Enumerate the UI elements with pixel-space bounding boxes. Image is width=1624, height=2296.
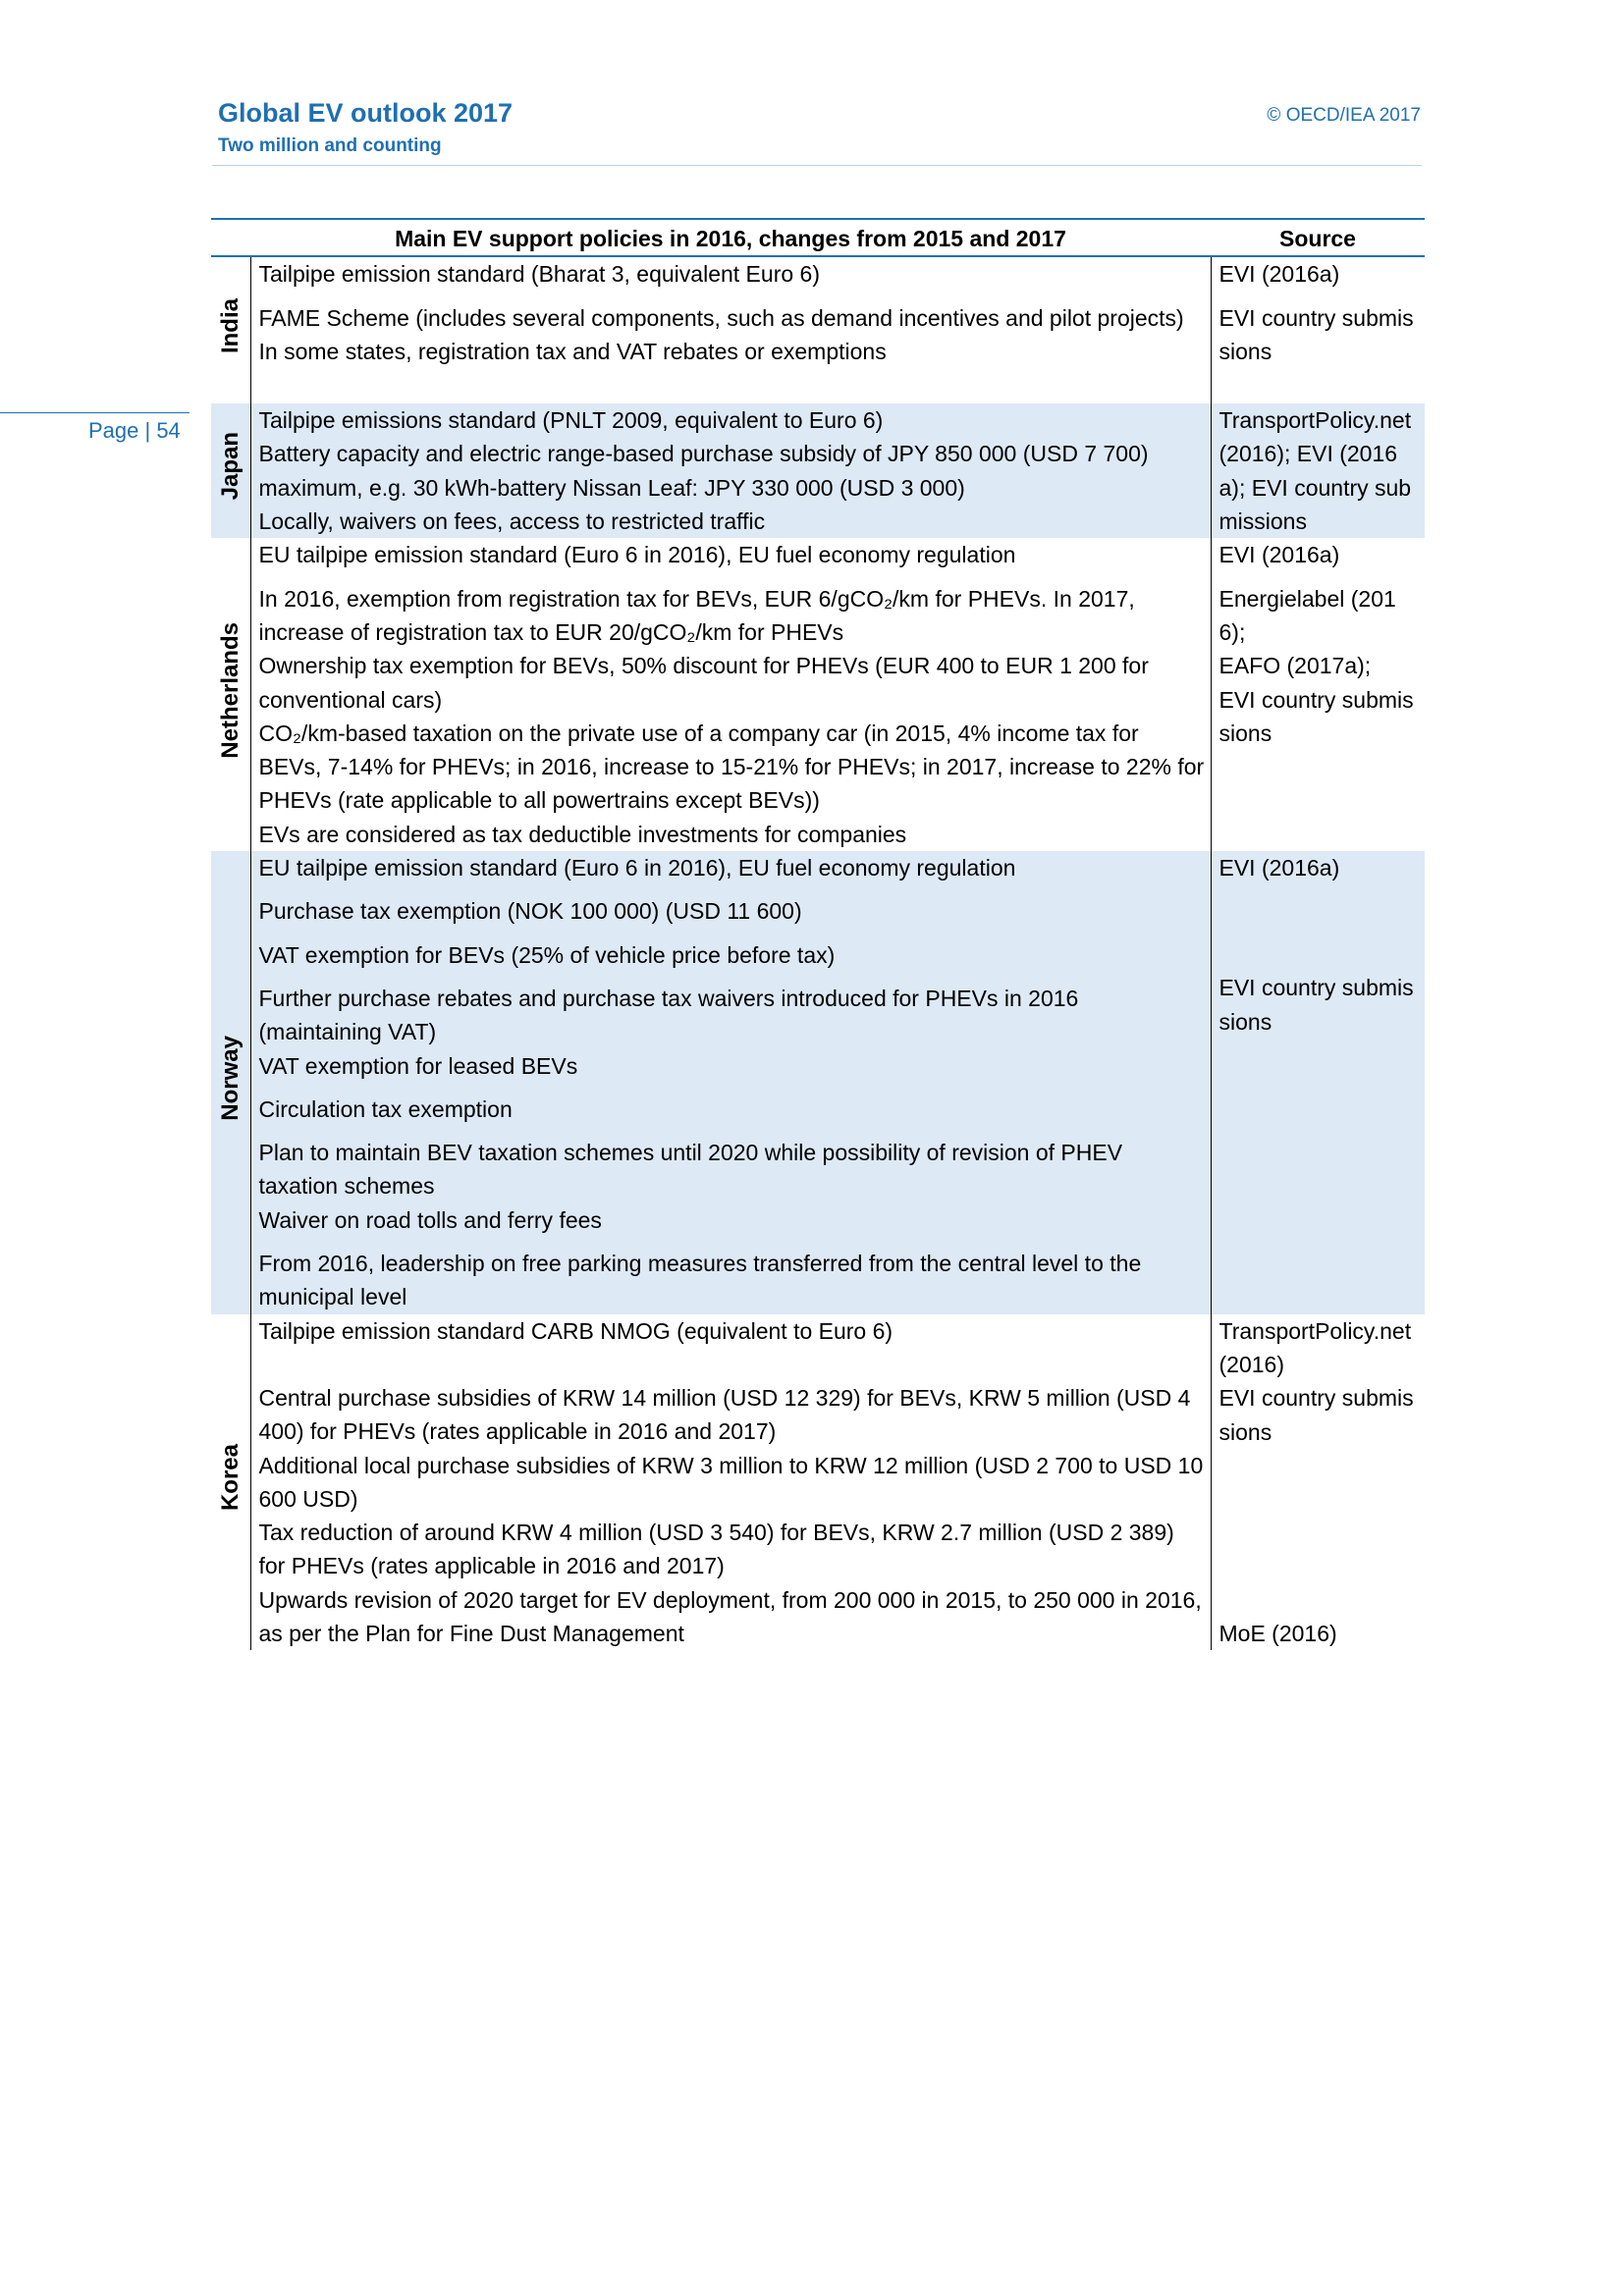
source-item: TransportPolicy.net (2016); EVI (2016a); EVI country submissions bbox=[1218, 407, 1412, 535]
policies-cell bbox=[250, 1314, 1211, 1651]
source-item: EVI country submissions bbox=[1218, 686, 1414, 746]
policy-item: Tailpipe emission standard CARB NMOG (equivalent to Euro 6) bbox=[258, 1317, 893, 1344]
country-label-netherlands: Netherlands bbox=[216, 621, 244, 759]
country-column-header bbox=[211, 219, 250, 256]
policy-item: Tax reduction of around KRW 4 million (USD 3 540) for BEVs, KRW 2.7 million (USD 2 389) for PHEVs (rates applicable in 2016 and 2017) bbox=[258, 1520, 1174, 1579]
policy-item: EVs are considered as tax deductible investments for companies bbox=[258, 821, 907, 847]
source-item: EAFO (2017a); bbox=[1218, 653, 1372, 679]
policy-item: CO₂/km-based taxation on the private use of a company car (in 2015, 4% income tax for BEVs, 7-14% for PHEVs; in 2016, increase to 15-21% for PHEVs; in 2017, increase to 22% for PHEVs (rate applicable to all powertrains except BEVs)) bbox=[258, 720, 1205, 814]
page-number-rule bbox=[0, 412, 189, 413]
copyright-notice: © OECD/IEA 2017 bbox=[1267, 105, 1421, 126]
policy-item: In some states, registration tax and VAT rebates or exemptions bbox=[258, 338, 887, 364]
source-item: MoE (2016) bbox=[1218, 1620, 1337, 1646]
policies-cell bbox=[250, 403, 1211, 538]
policy-item: Tailpipe emissions standard (PNLT 2009, equivalent to Euro 6) bbox=[258, 407, 884, 434]
source-item: Energielabel (2016); bbox=[1218, 585, 1396, 645]
source-item: TransportPolicy.net (2016) bbox=[1218, 1317, 1412, 1377]
policy-item: Central purchase subsidies of KRW 14 million (USD 12 329) for BEVs, KRW 5 million (USD 4 400) for PHEVs (rates applicable in 2016 and 2017) bbox=[258, 1384, 1191, 1445]
country-row-netherlands bbox=[211, 538, 1425, 851]
report-subtitle: Two million and counting bbox=[218, 135, 442, 156]
policies-cell bbox=[250, 256, 1211, 403]
policy-item: Waiver on road tolls and ferry fees bbox=[258, 1206, 602, 1233]
policy-item: Upwards revision of 2020 target for EV deployment, from 200 000 in 2015, to 250 000 in 2016, as per the Plan for Fine Dust Management bbox=[258, 1586, 1202, 1646]
source-item: EVI (2016a) bbox=[1218, 542, 1340, 568]
policies-cell bbox=[250, 851, 1211, 1314]
source-cell bbox=[1211, 851, 1425, 1314]
table-header-row bbox=[211, 219, 1425, 256]
policy-item: From 2016, leadership on free parking measures transferred from the central level to the municipal level bbox=[258, 1251, 1142, 1310]
country-cell bbox=[211, 256, 250, 403]
policy-item: Battery capacity and electric range-based purchase subsidy of JPY 850 000 (USD 7 700) maximum, e.g. 30 kWh-battery Nissan Leaf: JPY 330 000 (USD 3 000) bbox=[258, 441, 1149, 501]
country-cell bbox=[211, 1314, 250, 1651]
policy-item: Circulation tax exemption bbox=[258, 1095, 513, 1122]
policy-item: Additional local purchase subsidies of KRW 3 million to KRW 12 million (USD 2 700 to USD 10 600 USD) bbox=[258, 1452, 1204, 1512]
page-number: Page | 54 bbox=[88, 418, 181, 443]
source-column-header: Source bbox=[1211, 219, 1425, 256]
country-row-norway bbox=[211, 851, 1425, 1314]
policy-item: In 2016, exemption from registration tax for BEVs, EUR 6/gCO₂/km for PHEVs. In 2017, increase of registration tax to EUR 20/gCO₂/km for PHEVs bbox=[258, 585, 1135, 645]
country-cell bbox=[211, 403, 250, 538]
source-cell bbox=[1211, 403, 1425, 538]
source-item: EVI country submissions bbox=[1218, 975, 1414, 1035]
country-row-india bbox=[211, 256, 1425, 403]
country-label-norway: Norway bbox=[216, 1035, 244, 1121]
policy-item: VAT exemption for BEVs (25% of vehicle price before tax) bbox=[258, 941, 836, 968]
source-cell bbox=[1211, 1314, 1425, 1651]
policy-item: Further purchase rebates and purchase tax waivers introduced for PHEVs in 2016 (maintaining VAT) bbox=[258, 985, 1079, 1045]
country-label-india: India bbox=[216, 298, 244, 354]
policy-item: Plan to maintain BEV taxation schemes until 2020 while possibility of revision of PHEV taxation schemes bbox=[258, 1140, 1123, 1200]
policy-item: EU tailpipe emission standard (Euro 6 in 2016), EU fuel economy regulation bbox=[258, 855, 1016, 881]
country-label-japan: Japan bbox=[216, 432, 244, 501]
policy-item: FAME Scheme (includes several components, such as demand incentives and pilot projects) bbox=[258, 304, 1184, 331]
source-cell bbox=[1211, 538, 1425, 851]
source-item: EVI (2016a) bbox=[1218, 261, 1340, 288]
policy-item: Ownership tax exemption for BEVs, 50% discount for PHEVs (EUR 400 to EUR 1 200 for conventional cars) bbox=[258, 653, 1149, 713]
policy-item: Locally, waivers on fees, access to restricted traffic bbox=[258, 508, 766, 535]
source-item: EVI country submissions bbox=[1218, 1385, 1414, 1445]
policies-cell bbox=[250, 538, 1211, 851]
source-item: EVI country submissions bbox=[1218, 304, 1414, 364]
policy-item: Tailpipe emission standard (Bharat 3, equivalent Euro 6) bbox=[258, 261, 820, 288]
country-row-japan bbox=[211, 403, 1425, 538]
policy-item: VAT exemption for leased BEVs bbox=[258, 1052, 578, 1079]
source-cell bbox=[1211, 256, 1425, 403]
policies-column-header: Main EV support policies in 2016, changes from 2015 and 2017 bbox=[250, 219, 1211, 256]
header-divider bbox=[212, 165, 1422, 166]
policy-item: Purchase tax exemption (NOK 100 000) (USD 11 600) bbox=[258, 898, 802, 925]
report-title: Global EV outlook 2017 bbox=[218, 98, 514, 128]
country-cell bbox=[211, 851, 250, 1314]
policy-item: EU tailpipe emission standard (Euro 6 in 2016), EU fuel economy regulation bbox=[258, 542, 1016, 568]
source-item: EVI (2016a) bbox=[1218, 855, 1340, 881]
ev-policies-table bbox=[211, 218, 1425, 1650]
country-label-korea: Korea bbox=[216, 1444, 244, 1512]
country-row-korea bbox=[211, 1314, 1425, 1651]
row-spacer bbox=[259, 368, 1205, 403]
country-cell bbox=[211, 538, 250, 851]
